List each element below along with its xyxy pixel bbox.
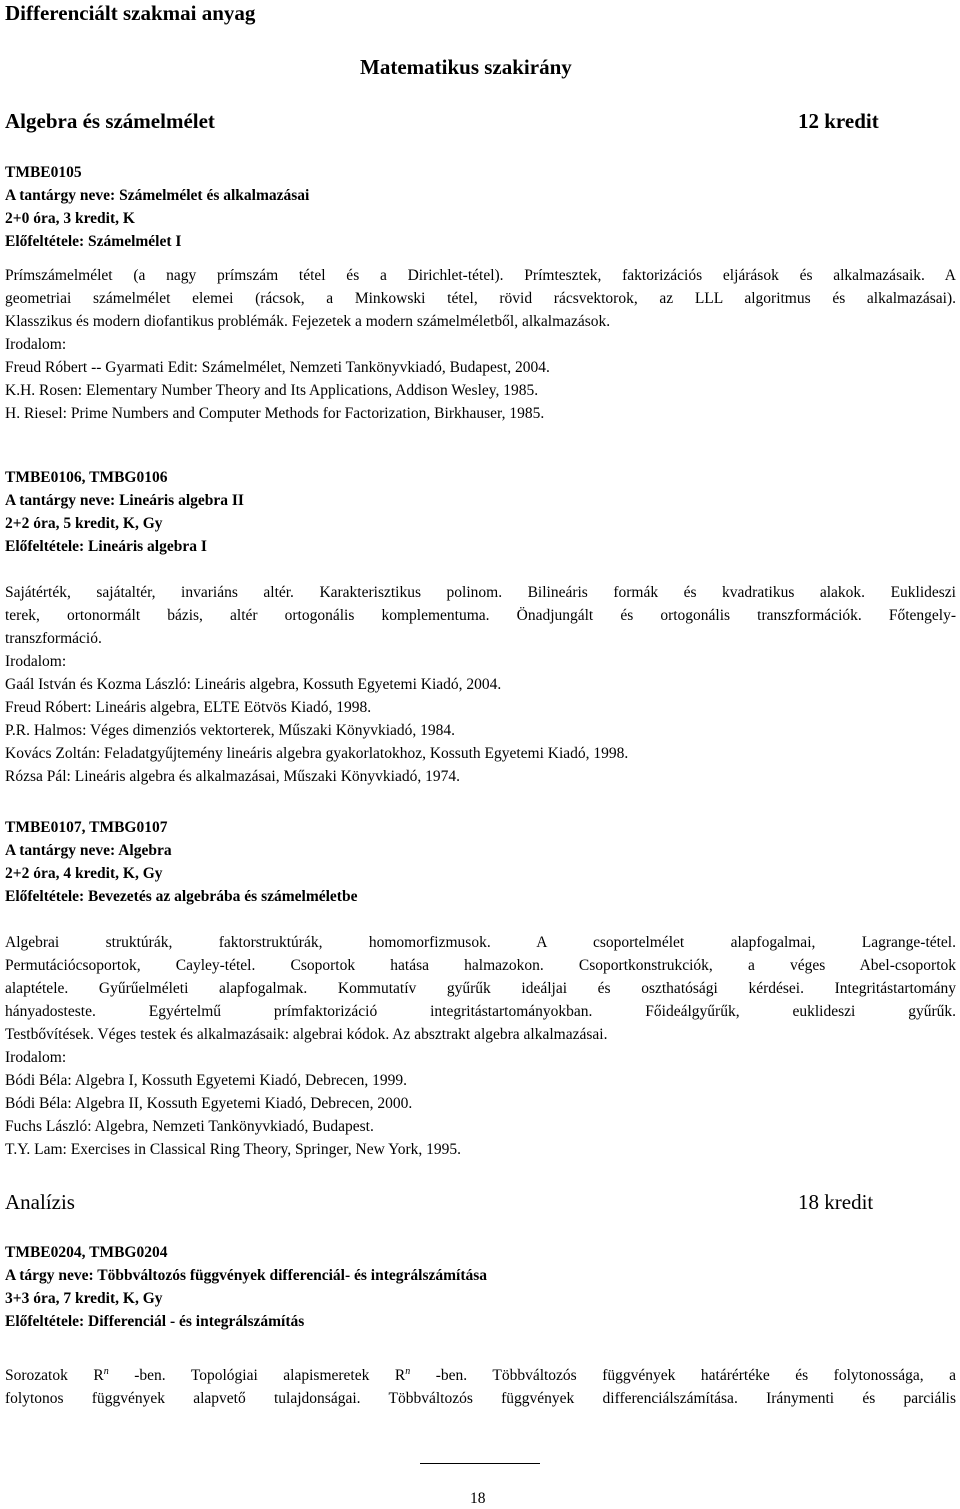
course-description-line — [5, 1366, 956, 1386]
course-code: TMBE0204, TMBG0204 — [5, 1244, 168, 1261]
course-description-line: transzformáció. — [5, 630, 102, 647]
block-title: Algebra és számelmélet — [5, 109, 215, 133]
literature-item: Freud Róbert: Lineáris algebra, ELTE Eötvös Kiadó, 1998. — [5, 699, 372, 716]
course-prereq: Előfeltétele: Differenciál - és integrálszámítás — [5, 1313, 305, 1330]
course-name: A tantárgy neve: Számelmélet és alkalmazásai — [5, 187, 310, 204]
literature-item: P.R. Halmos: Véges dimenziós vektorterek, Műszaki Könyvkiadó, 1984. — [5, 722, 456, 739]
course-description-line: geometriai számelmélet elemei (rácsok, a Minkowski tétel, rövid rácsvektorok, az LLL algoritmus és alkalmazásai). — [5, 290, 956, 307]
course-description-line: Prímszámelmélet (a nagy prímszám tétel és a Dirichlet-tétel). Prímtesztek, faktorizációs eljárások és alkalmazásaik. A — [5, 267, 956, 284]
desc-part: -ben. Többváltozós függvények határértéke és folytonossága, a — [410, 1367, 957, 1384]
literature-label: Irodalom: — [5, 1049, 67, 1066]
course-description-line: Sajátérték, sajátaltér, invariáns altér. Karakterisztikus polinom. Bilineáris formák és kvadratikus alakok. Euklideszi — [5, 584, 956, 601]
literature-label: Irodalom: — [5, 653, 67, 670]
course-name: A tantárgy neve: Lineáris algebra II — [5, 492, 244, 509]
course-description-line: terek, ortonormált bázis, altér ortogonális komplementuma. Önadjungált és ortogonális transzformációk. Főtengely- — [5, 607, 956, 624]
block-title: Analízis — [5, 1190, 75, 1214]
course-code: TMBE0105 — [5, 164, 82, 181]
literature-item: Bódi Béla: Algebra I, Kossuth Egyetemi Kiadó, Debrecen, 1999. — [5, 1072, 408, 1089]
section-heading: Differenciált szakmai anyag — [5, 1, 256, 25]
superscript-n: n — [405, 1366, 411, 1377]
course-description-line: Klasszikus és modern diofantikus problémák. Fejezetek a modern számelméletből, alkalmazások. — [5, 313, 611, 330]
course-prereq: Előfeltétele: Számelmélet I — [5, 233, 182, 250]
course-description-line: Permutációcsoportok, Cayley-tétel. Csoportok hatása halmazokon. Csoportkonstrukciók, a véges Abel-csoportok — [5, 957, 956, 974]
literature-item: Freud Róbert -- Gyarmati Edit: Számelmélet, Nemzeti Tankönyvkiadó, Budapest, 2004. — [5, 359, 550, 376]
course-description-line: alaptétele. Gyűrűelméleti alapfogalmak. Kommutatív gyűrűk ideáljai és oszthatósági kérdései. Integritástartomány — [5, 980, 956, 997]
literature-label: Irodalom: — [5, 336, 67, 353]
literature-item: Gaál István és Kozma László: Lineáris algebra, Kossuth Egyetemi Kiadó, 2004. — [5, 676, 502, 693]
page-number: 18 — [470, 1490, 486, 1507]
course-name: A tantárgy neve: Algebra — [5, 842, 172, 859]
literature-item: Fuchs László: Algebra, Nemzeti Tankönyvkiadó, Budapest. — [5, 1118, 374, 1135]
course-prereq: Előfeltétele: Lineáris algebra I — [5, 538, 207, 555]
block-credits: 12 kredit — [798, 109, 879, 133]
literature-item: Bódi Béla: Algebra II, Kossuth Egyetemi Kiadó, Debrecen, 2000. — [5, 1095, 413, 1112]
course-hours: 2+2 óra, 5 kredit, K, Gy — [5, 515, 163, 532]
literature-item: Kovács Zoltán: Feladatgyűjtemény lineáris algebra gyakorlatokhoz, Kossuth Egyetemi Kiadó, 1998. — [5, 745, 629, 762]
course-description-line: Algebrai struktúrák, faktorstruktúrák, homomorfizmusok. A csoportelmélet alapfogalmai, Lagrange-tétel. — [5, 934, 956, 951]
track-heading: Matematikus szakirány — [360, 55, 572, 79]
desc-part: -ben. Topológiai alapismeretek R — [108, 1367, 406, 1384]
course-name: A tárgy neve: Többváltozós függvények differenciál- és integrálszámítása — [5, 1267, 488, 1284]
course-code: TMBE0107, TMBG0107 — [5, 819, 168, 836]
course-code: TMBE0106, TMBG0106 — [5, 469, 168, 486]
desc-part: Sorozatok R — [5, 1367, 104, 1384]
superscript-n: n — [103, 1366, 109, 1377]
course-hours: 3+3 óra, 7 kredit, K, Gy — [5, 1290, 163, 1307]
literature-item: K.H. Rosen: Elementary Number Theory and Its Applications, Addison Wesley, 1985. — [5, 382, 539, 399]
literature-item: H. Riesel: Prime Numbers and Computer Methods for Factorization, Birkhauser, 1985. — [5, 405, 545, 422]
course-hours: 2+2 óra, 4 kredit, K, Gy — [5, 865, 163, 882]
course-description-line: Testbővítések. Véges testek és alkalmazásaik: algebrai kódok. Az absztrakt algebra alkalmazásai. — [5, 1026, 608, 1043]
course-description-line: hányadosteste. Egyértelmű prímfaktorizáció integritástartományokban. Főideálgyűrűk, euklideszi gyűrűk. — [5, 1003, 956, 1020]
block-credits: 18 kredit — [798, 1190, 874, 1214]
course-prereq: Előfeltétele: Bevezetés az algebrába és számelméletbe — [5, 888, 358, 905]
footer-rule — [420, 1463, 540, 1464]
literature-item: T.Y. Lam: Exercises in Classical Ring Theory, Springer, New York, 1995. — [5, 1141, 462, 1158]
course-description-line: folytonos függvények alapvető tulajdonságai. Többváltozós függvények differenciálszámítása. Iránymenti és parciális — [5, 1390, 956, 1407]
literature-item: Rózsa Pál: Lineáris algebra és alkalmazásai, Műszaki Könyvkiadó, 1974. — [5, 768, 460, 785]
course-hours: 2+0 óra, 3 kredit, K — [5, 210, 135, 227]
